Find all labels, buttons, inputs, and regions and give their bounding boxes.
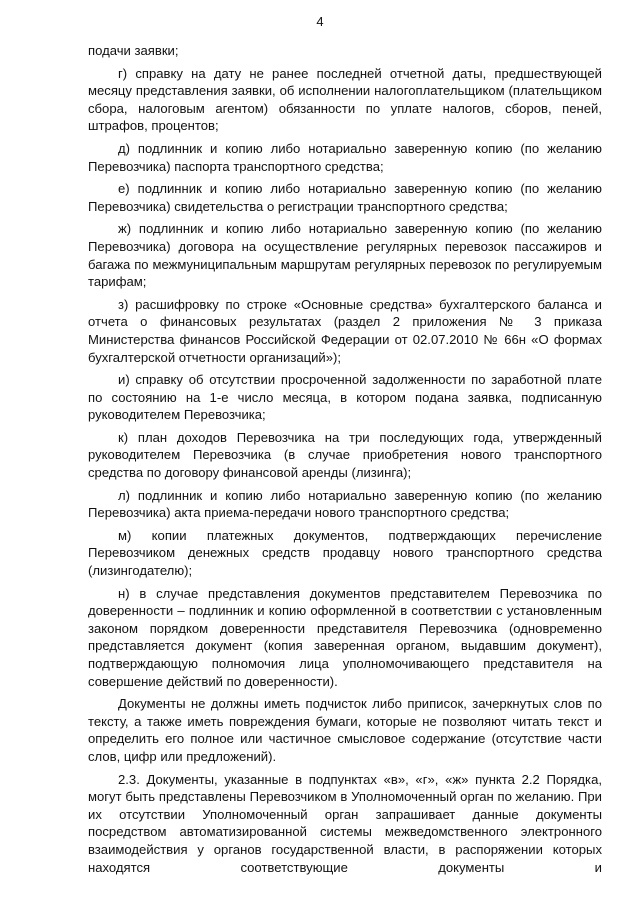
paragraph-item-n: н) в случае представления документов представителем Перевозчика по доверенности – подлинник и копию оформленной в соответствии с установленным законом порядком доверенности представителя Перевозчика (одновременно представляется документ (копия заверенная органом, выдавшим документ), подтверждающую полномочия лица уполномочивающего представителя на совершение действий по доверенности). (88, 585, 602, 689)
document-body (88, 42, 602, 876)
paragraph-item-d: д) подлинник и копию либо нотариально заверенную копию (по желанию Перевозчика) паспорта транспортного средства; (88, 140, 602, 174)
paragraph-continuation: подачи заявки; (88, 43, 179, 58)
paragraph-item-e: е) подлинник и копию либо нотариально заверенную копию (по желанию Перевозчика) свидетельства о регистрации транспортного средства; (88, 181, 602, 214)
paragraph-item-zh: ж) подлинник и копию либо нотариально заверенную копию (по желанию Перевозчика) договора на осуществление регулярных перевозок пассажиров и багажа по межмуниципальным маршрутам регулярных перевозок по регулируемым тарифам; (88, 221, 602, 290)
paragraph-item-z: з) расшифровку по строке «Основные средства» бухгалтерского баланса и отчета о финансовых результатах (раздел 2 приложения № 3 приказа Министерства финансов Российской Федерации от 02.07.2010 № 66н «О формах бухгалтерской отчетности организаций»); (88, 296, 602, 365)
page-number: 4 (316, 14, 324, 29)
paragraph-item-k: к) план доходов Перевозчика на три последующих года, утвержденный руководителем Перевозчика (в случае приобретения нового транспортного средства по договору финансовой аренды (лизинга); (88, 429, 602, 481)
paragraph-item-g: г) справку на дату не ранее последней отчетной даты, предшествующей месяцу представления заявки, об исполнении налогоплательщиком (плательщиком сбора, налоговым агентом) обязанности по уплате налогов, сборов, пеней, штрафов, процентов; (88, 65, 602, 134)
paragraph-section-2-3: 2.3. Документы, указанные в подпунктах «в», «г», «ж» пункта 2.2 Порядка, могут быть представлены Перевозчиком в Уполномоченный орган по желанию. При их отсутствии Уполномоченный орган запрашивает данные документы посредством автоматизированной системы межведомственного электронного взаимодействия у органов государственной власти, в распоряжении которых находятся соответствующие документы и (88, 771, 602, 875)
paragraph-item-m: м) копии платежных документов, подтверждающих перечисление Перевозчиком денежных средств продавцу нового транспортного средства (лизингодателю); (88, 527, 602, 579)
paragraph-item-l: л) подлинник и копию либо нотариально заверенную копию (по желанию Перевозчика) акта приема-передачи нового транспортного средства; (88, 487, 602, 521)
paragraph-requirements: Документы не должны иметь подчисток либо приписок, зачеркнутых слов по тексту, а также иметь повреждения бумаги, которые не позволяют читать текст и определить его полное или частичное смысловое содержание (отсутствие части слов, цифр или предложений). (88, 696, 602, 764)
paragraph-item-i: и) справку об отсутствии просроченной задолженности по заработной плате по состоянию на 1-е число месяца, в котором подана заявка, подписанную руководителем Перевозчика; (88, 372, 602, 423)
